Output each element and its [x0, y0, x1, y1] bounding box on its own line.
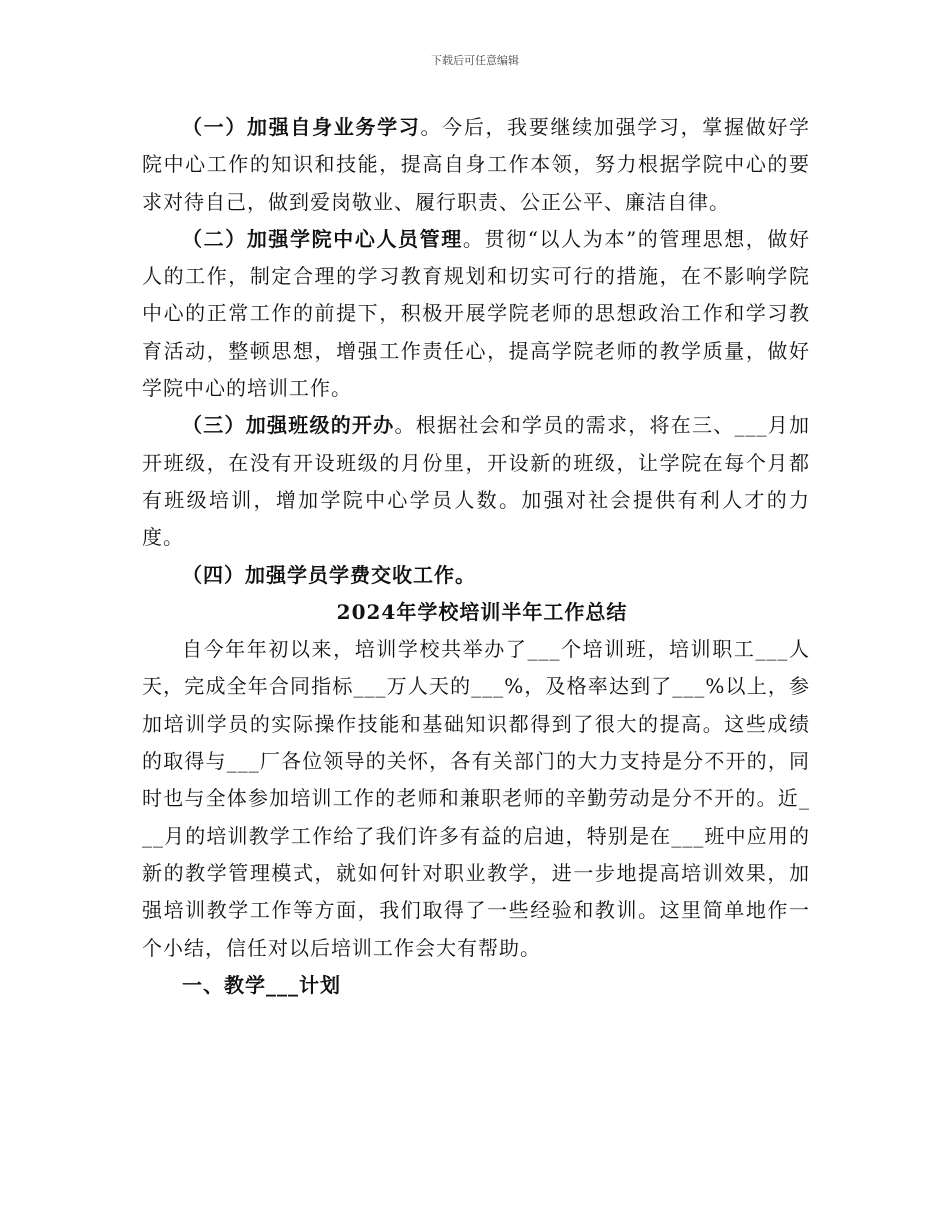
paragraph-summary-intro: 自今年年初以来，培训学校共举办了___个培训班，培训职工___人天，完成全年合同指标___万人天的___%，及格率达到了___%以上，参加培训学员的实际操作技能和基础知识都得到了很大的提高。这些成绩的取得与___厂各位领导的关怀，各有关部门的大力支持是分不开的，同时也与全体参加培训工作的老师和兼职老师的辛勤劳动是分不开的。近___月的培训教学工作给了我们许多有益的启迪，特别是在___班中应用的新的教学管理模式，就如何针对职业教学，进一步地提高培训效果，加强培训教学工作等方面，我们取得了一些经验和教训。这里简单地作一个小结，信任对以后培训工作会大有帮助。 [142, 637, 810, 960]
paragraph-heading: （二）加强学院中心人员管理 [182, 226, 463, 251]
paragraph-self-study [142, 109, 810, 221]
paragraph-tuition-collection: （四）加强学员学费交收工作。 [182, 562, 476, 587]
document-body [142, 109, 810, 1004]
paragraph-body: 。贯彻“以人为本”的管理思想，做好人的工作，制定合理的学习教育规划和切实可行的措施，在不影响学院中心的正常工作的前提下，积极开展学院老师的思想政治工作和学习教育活动，整顿思想，增强工作责任心，提高学院老师的教学质量，做好学院中心的培训工作。 [142, 226, 811, 401]
paragraph-body: 。根据社会和学员的需求，将在三、___月加开班级，在没有开设班级的月份里，开设新的班级，让学院在每个月都有班级培训，增加学院中心学员人数。加强对社会提供有利人才的力度。 [142, 413, 810, 550]
paragraph-heading: （三）加强班级的开办 [182, 413, 395, 438]
paragraph-body: 。今后，我要继续加强学习，掌握做好学院中心工作的知识和技能，提高自身工作本领，努力根据学院中心的要求对待自己，做到爱岗敬业、履行职责、公正公平、廉洁自律。 [142, 115, 811, 214]
paragraph-heading: （一）加强自身业务学习 [182, 115, 421, 139]
paragraph-staff-management [142, 221, 810, 407]
section-heading-teaching-plan: 一、教学___计划 [182, 972, 341, 997]
page-header: 下载后可任意编辑 [431, 54, 519, 67]
document-title: 2024年学校培训半年工作总结 [336, 599, 628, 624]
paragraph-class-opening [142, 407, 810, 556]
